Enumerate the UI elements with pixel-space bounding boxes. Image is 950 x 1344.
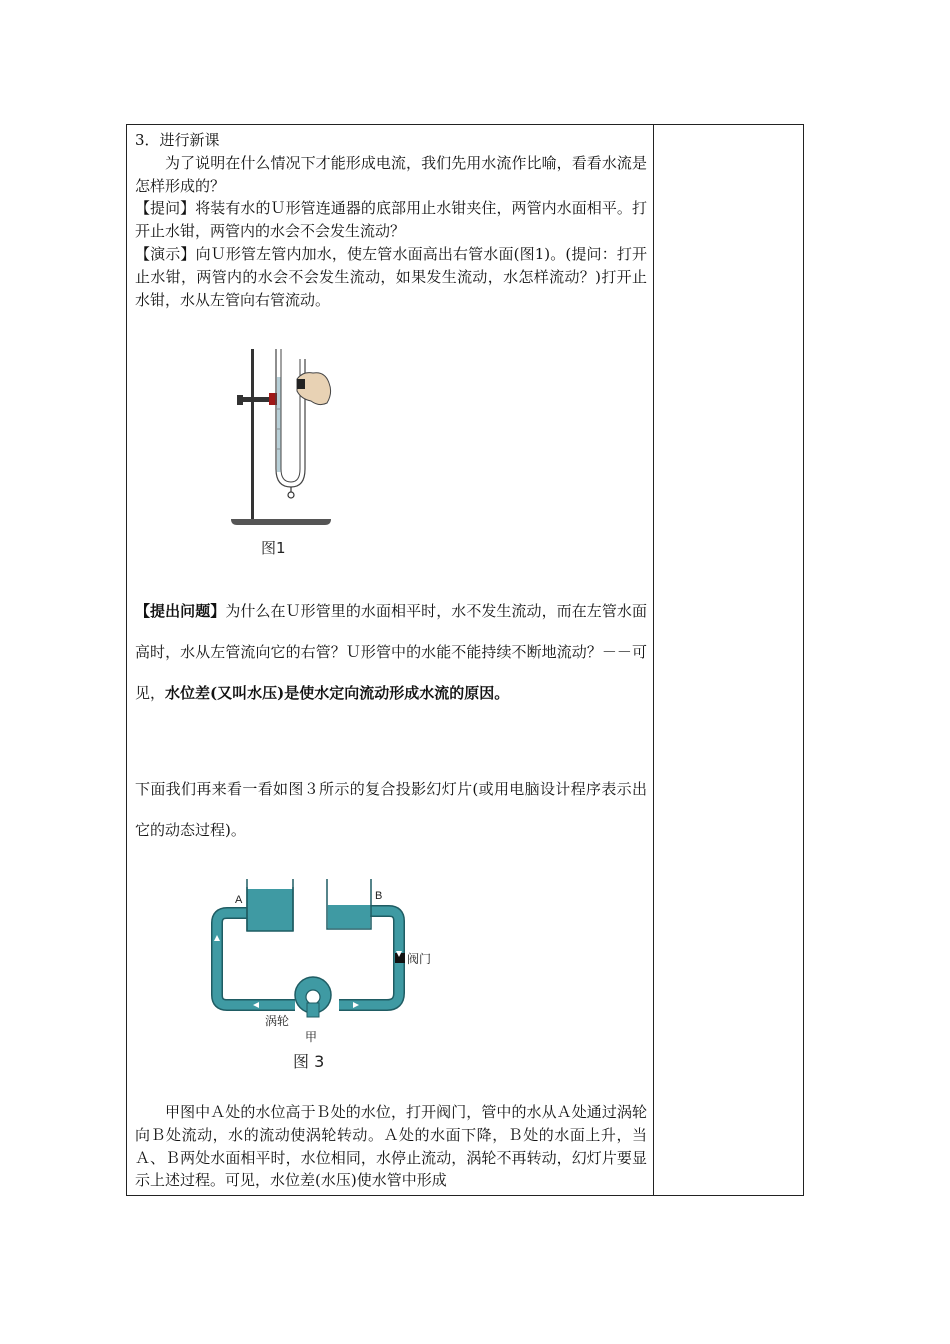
side-notes-cell — [654, 125, 804, 1195]
slide-paragraph: 下面我们再来看一看如图３所示的复合投影幻灯片(或用电脑设计程序表示出它的动态过程)。 — [135, 780, 647, 839]
water-left — [277, 377, 281, 472]
stopper — [297, 379, 305, 389]
turbine-icon — [306, 990, 320, 1004]
demo-tag: 【演示】 — [135, 244, 196, 263]
figure-3-caption: 图 3 — [293, 1052, 325, 1071]
problem-block — [135, 591, 647, 714]
demo-text: 向Ｕ形管左管内加水，使左管水面高出右管水面(图1)。(提问：打开止水钳，两管内的水会不会发生流动，如果发生流动，水怎样流动？)打开止水钳，水从左管向右管流动。 — [135, 244, 647, 309]
label-jia: 甲 — [305, 1030, 318, 1044]
label-a: A — [235, 894, 243, 906]
stand-rod — [251, 349, 254, 519]
question-text: 将装有水的Ｕ形管连通器的底部用止水钳夹住，两管内水面相平。打开止水钳，两管内的水会不会发生流动？ — [135, 199, 647, 241]
clamp-screw — [237, 395, 243, 405]
figure-1-u-tube — [221, 349, 361, 569]
lesson-table — [126, 124, 804, 1196]
slide-block — [135, 769, 647, 851]
problem-tag: 【提出问题】 — [135, 602, 226, 620]
explain-paragraph: 甲图中Ａ处的水位高于Ｂ处的水位，打开阀门，管中的水从Ａ处通过涡轮向Ｂ处流动，水的流动使涡轮转动。Ａ处的水面下降，Ｂ处的水面上升，当Ａ、Ｂ两处水面相平时，水位相同，水停止流动，涡轮不再转动，幻灯片要显示上述过程。可见，水位差(水压)使水管中形成 — [135, 1103, 647, 1190]
intro-paragraph: 为了说明在什么情况下才能形成电流，我们先用水流作比喻，看看水流是怎样形成的？ — [135, 153, 647, 195]
problem-paragraph — [135, 591, 647, 714]
explain-block — [135, 1101, 647, 1192]
question-tag: 【提问】 — [135, 199, 196, 218]
container-b — [328, 905, 370, 928]
figure-3-water-circuit — [209, 877, 445, 1077]
label-b: B — [375, 890, 383, 902]
label-valve: 阀门 — [407, 952, 432, 966]
container-a — [247, 887, 293, 931]
main-content-cell — [135, 129, 647, 1190]
stand-base — [231, 519, 331, 525]
question-paragraph — [135, 197, 647, 243]
demo-paragraph — [135, 243, 647, 311]
pinch-clamp — [288, 492, 294, 498]
problem-text: 为什么在Ｕ形管里的水面相平时，水不发生流动，而在左管水面高时，水从左管流向它的右管？Ｕ形管中的水能不能持续不断地流动？－－可见， — [135, 602, 647, 702]
figure-1-caption: 图1 — [261, 539, 286, 557]
label-turbine: 涡轮 — [265, 1014, 290, 1028]
u-tube-inner — [281, 349, 300, 482]
problem-conclusion: 水位差(又叫水压)是使水定向流动形成水流的原因。 — [165, 684, 510, 702]
section-title: 3．进行新课 — [135, 131, 220, 149]
